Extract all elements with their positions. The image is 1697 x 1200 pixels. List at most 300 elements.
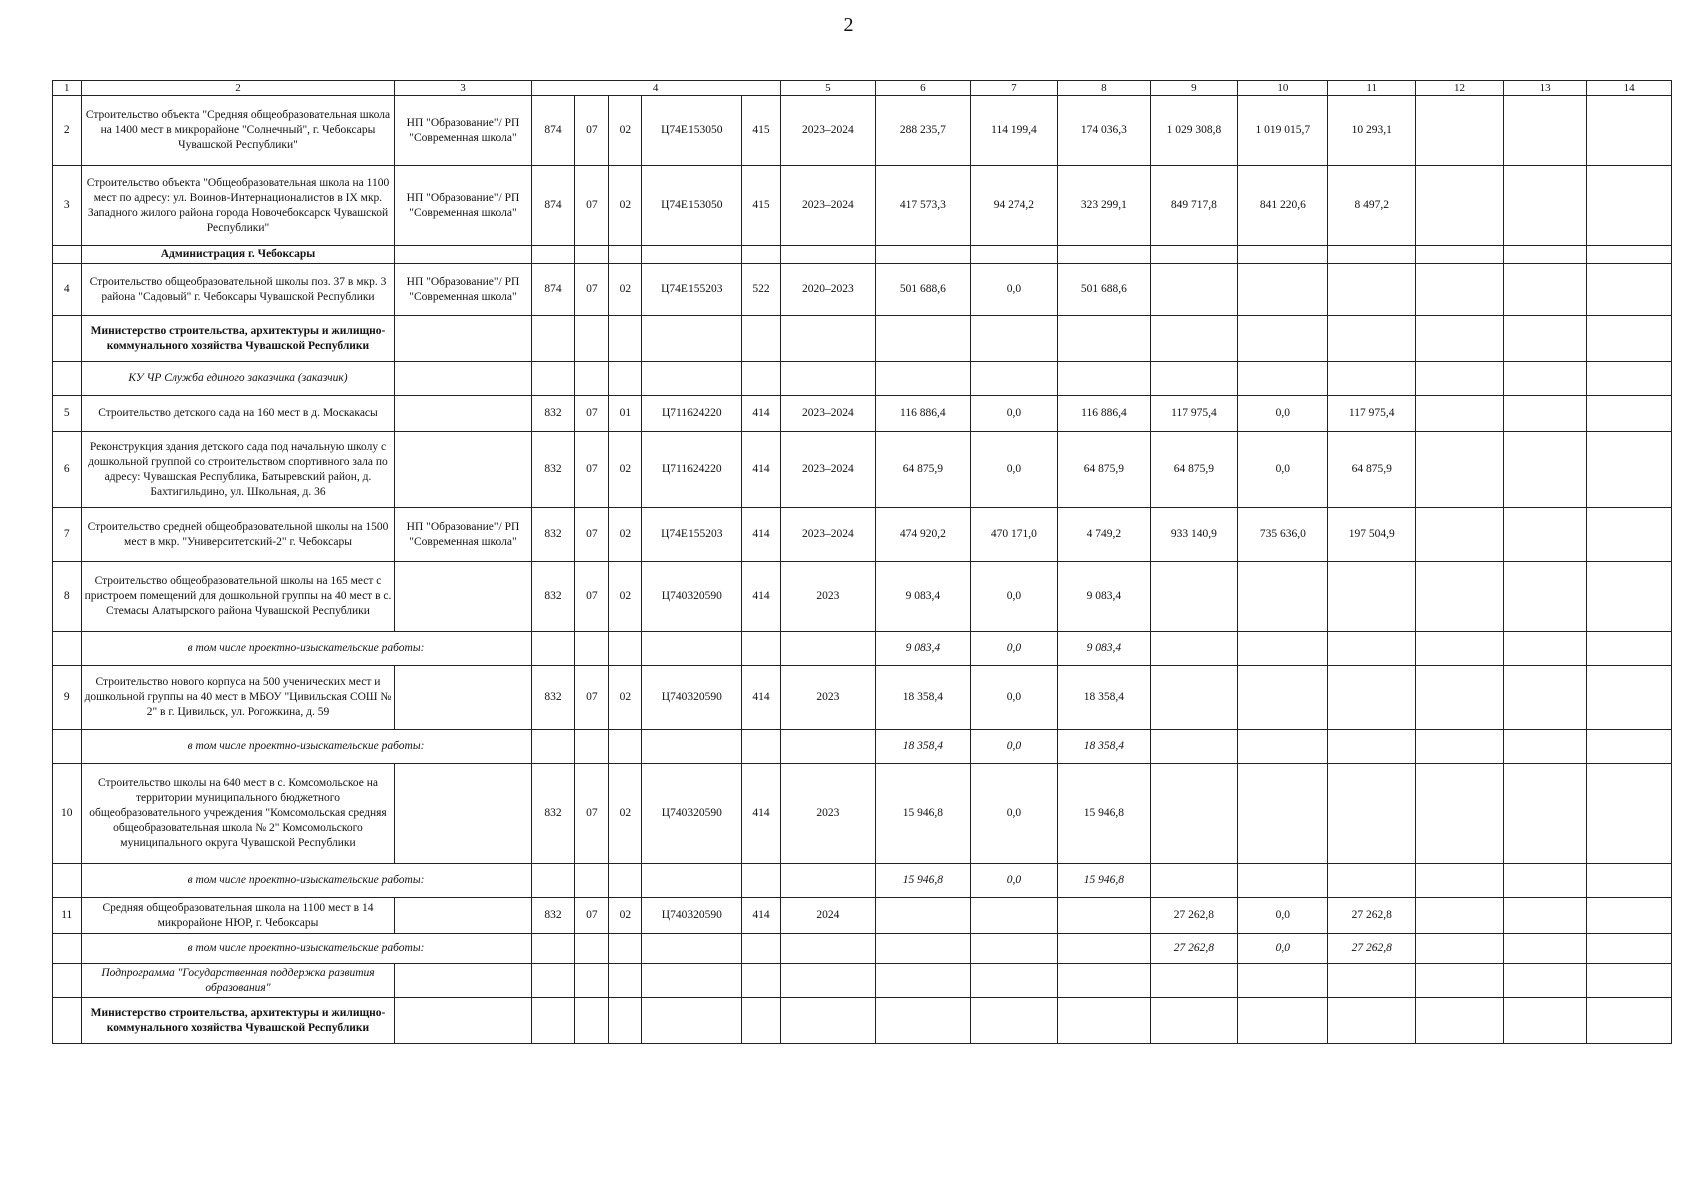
empty-cell	[970, 362, 1058, 396]
construction-period: 2023–2024	[780, 508, 875, 562]
amount-6: 417 573,3	[876, 166, 970, 246]
empty-cell	[642, 934, 742, 964]
empty-cell	[1416, 730, 1504, 764]
empty-cell	[1058, 316, 1150, 362]
amount-10: 735 636,0	[1238, 508, 1328, 562]
empty-cell	[1150, 998, 1238, 1044]
empty-cell	[1503, 964, 1586, 998]
empty-cell	[575, 316, 609, 362]
empty-cell	[876, 998, 970, 1044]
amount-13	[1503, 166, 1586, 246]
amount-8: 15 946,8	[1058, 764, 1150, 864]
empty-cell	[1587, 730, 1672, 764]
table-row	[53, 396, 1672, 432]
empty-cell	[531, 934, 575, 964]
empty-cell	[1503, 246, 1586, 264]
table-row	[53, 432, 1672, 508]
section-row	[53, 964, 1672, 998]
empty-cell	[780, 964, 875, 998]
row-number: 8	[53, 562, 82, 632]
empty-cell	[395, 246, 531, 264]
table-row	[53, 562, 1672, 632]
empty-cell	[642, 246, 742, 264]
empty-cell	[1150, 964, 1238, 998]
empty-cell	[642, 864, 742, 898]
amount-9: 27 262,8	[1150, 898, 1238, 934]
empty-cell	[609, 246, 642, 264]
subtotal-amount-6: 9 083,4	[876, 632, 970, 666]
amount-13	[1503, 432, 1586, 508]
amount-12	[1416, 898, 1504, 934]
empty-cell	[780, 632, 875, 666]
empty-cell	[1587, 362, 1672, 396]
amount-8: 174 036,3	[1058, 96, 1150, 166]
budget-code-section: 07	[575, 396, 609, 432]
amount-13	[1503, 666, 1586, 730]
budget-code-type: 414	[742, 432, 780, 508]
row-number: 7	[53, 508, 82, 562]
amount-14	[1587, 166, 1672, 246]
subtotal-amount-7: 0,0	[970, 864, 1058, 898]
subtotal-amount-10: 0,0	[1238, 934, 1328, 964]
empty-cell	[575, 362, 609, 396]
empty-cell	[395, 998, 531, 1044]
empty-cell	[531, 998, 575, 1044]
col-header-4: 4	[531, 81, 780, 96]
empty-cell	[876, 964, 970, 998]
empty-cell	[531, 316, 575, 362]
amount-12	[1416, 508, 1504, 562]
program-name	[395, 396, 531, 432]
amount-14	[1587, 508, 1672, 562]
empty-cell	[1416, 632, 1504, 666]
empty-cell	[876, 246, 970, 264]
empty-cell	[1416, 964, 1504, 998]
amount-9	[1150, 264, 1238, 316]
amount-11: 64 875,9	[1328, 432, 1416, 508]
subtotal-row	[53, 864, 1672, 898]
empty-cell	[1328, 964, 1416, 998]
budget-code-type: 415	[742, 96, 780, 166]
col-header-14: 14	[1587, 81, 1672, 96]
empty-cell	[742, 316, 780, 362]
table-row	[53, 96, 1672, 166]
subtotal-label: в том числе проектно-изыскательские работы:	[81, 632, 531, 666]
row-number: 9	[53, 666, 82, 730]
empty-cell	[575, 730, 609, 764]
program-name	[395, 562, 531, 632]
empty-cell	[742, 632, 780, 666]
empty-cell	[531, 964, 575, 998]
amount-7: 0,0	[970, 562, 1058, 632]
empty-cell	[1416, 998, 1504, 1044]
empty-cell	[1503, 362, 1586, 396]
amount-9	[1150, 764, 1238, 864]
subtotal-amount-9: 27 262,8	[1150, 934, 1238, 964]
empty-cell	[609, 864, 642, 898]
subtotal-amount-7	[970, 934, 1058, 964]
empty-cell	[1587, 998, 1672, 1044]
amount-10	[1238, 764, 1328, 864]
budget-code-type: 414	[742, 562, 780, 632]
budget-code-type: 414	[742, 898, 780, 934]
subtotal-amount-9	[1150, 864, 1238, 898]
empty-cell	[780, 362, 875, 396]
col-header-8: 8	[1058, 81, 1150, 96]
empty-cell	[780, 730, 875, 764]
budget-code-ministry: 832	[531, 666, 575, 730]
amount-9: 849 717,8	[1150, 166, 1238, 246]
col-header-6: 6	[876, 81, 970, 96]
empty-cell	[531, 362, 575, 396]
object-name: Средняя общеобразовательная школа на 1100 мест в 14 микрорайоне НЮР, г. Чебоксары	[81, 898, 395, 934]
budget-code-subsection: 01	[609, 396, 642, 432]
subtotal-amount-8	[1058, 934, 1150, 964]
budget-code-ministry: 832	[531, 562, 575, 632]
subtotal-amount-10	[1238, 864, 1328, 898]
construction-period: 2023–2024	[780, 96, 875, 166]
amount-7: 0,0	[970, 432, 1058, 508]
col-header-11: 11	[1328, 81, 1416, 96]
section-row	[53, 998, 1672, 1044]
budget-code-subsection: 02	[609, 508, 642, 562]
empty-cell	[642, 730, 742, 764]
subtotal-label: в том числе проектно-изыскательские работы:	[81, 934, 531, 964]
budget-code-section: 07	[575, 432, 609, 508]
row-number-empty	[53, 246, 82, 264]
empty-cell	[1587, 964, 1672, 998]
empty-cell	[1587, 246, 1672, 264]
amount-12	[1416, 764, 1504, 864]
budget-code-section: 07	[575, 96, 609, 166]
table-row	[53, 764, 1672, 864]
amount-8: 116 886,4	[1058, 396, 1150, 432]
table-row	[53, 898, 1672, 934]
budget-code-ministry: 874	[531, 96, 575, 166]
budget-code-ministry: 832	[531, 396, 575, 432]
program-name: НП "Образование"/ РП "Современная школа"	[395, 96, 531, 166]
construction-period: 2024	[780, 898, 875, 934]
amount-8: 501 688,6	[1058, 264, 1150, 316]
object-name: Строительство общеобразовательной школы на 165 мест с пристроем помещений для дошкольной группы на 40 мест в с. Стемасы Алатырского района Чувашской Республики	[81, 562, 395, 632]
amount-8: 64 875,9	[1058, 432, 1150, 508]
amount-6: 18 358,4	[876, 666, 970, 730]
empty-cell	[609, 998, 642, 1044]
empty-cell	[609, 964, 642, 998]
amount-11: 197 504,9	[1328, 508, 1416, 562]
program-name	[395, 898, 531, 934]
subtotal-amount-6: 15 946,8	[876, 864, 970, 898]
row-number-empty	[53, 730, 82, 764]
empty-cell	[1328, 362, 1416, 396]
amount-10: 841 220,6	[1238, 166, 1328, 246]
col-header-1: 1	[53, 81, 82, 96]
program-name: НП "Образование"/ РП "Современная школа"	[395, 508, 531, 562]
budget-code-type: 414	[742, 508, 780, 562]
empty-cell	[1058, 362, 1150, 396]
amount-6: 288 235,7	[876, 96, 970, 166]
table-row	[53, 264, 1672, 316]
object-name: Строительство объекта "Средняя общеобразовательная школа на 1400 мест в микрорайоне "Солнечный", г. Чебоксары Чувашской Республики"	[81, 96, 395, 166]
amount-8: 9 083,4	[1058, 562, 1150, 632]
amount-11	[1328, 562, 1416, 632]
amount-13	[1503, 96, 1586, 166]
construction-period: 2023	[780, 562, 875, 632]
empty-cell	[395, 316, 531, 362]
empty-cell	[609, 316, 642, 362]
page-number: 2	[843, 14, 854, 36]
subtotal-amount-11	[1328, 632, 1416, 666]
amount-11	[1328, 764, 1416, 864]
empty-cell	[575, 632, 609, 666]
amount-11: 117 975,4	[1328, 396, 1416, 432]
object-name: Строительство средней общеобразовательной школы на 1500 мест в мкр. "Университетский-2" г. Чебоксары	[81, 508, 395, 562]
subtotal-amount-9	[1150, 632, 1238, 666]
budget-code-target: Ц74Е153050	[642, 166, 742, 246]
amount-6: 116 886,4	[876, 396, 970, 432]
empty-cell	[531, 864, 575, 898]
subtotal-amount-9	[1150, 730, 1238, 764]
program-name: НП "Образование"/ РП "Современная школа"	[395, 264, 531, 316]
budget-code-target: Ц74Е155203	[642, 264, 742, 316]
col-header-9: 9	[1150, 81, 1238, 96]
table-row	[53, 166, 1672, 246]
budget-code-target: Ц740320590	[642, 562, 742, 632]
budget-code-subsection: 02	[609, 764, 642, 864]
amount-10	[1238, 666, 1328, 730]
col-header-3: 3	[395, 81, 531, 96]
subtotal-amount-11	[1328, 864, 1416, 898]
empty-cell	[742, 998, 780, 1044]
budget-code-type: 415	[742, 166, 780, 246]
row-number-empty	[53, 964, 82, 998]
empty-cell	[642, 998, 742, 1044]
subtotal-amount-10	[1238, 730, 1328, 764]
amount-9: 64 875,9	[1150, 432, 1238, 508]
amount-10: 0,0	[1238, 396, 1328, 432]
budget-code-ministry: 832	[531, 508, 575, 562]
construction-period: 2023–2024	[780, 166, 875, 246]
row-number: 6	[53, 432, 82, 508]
object-name: Строительство объекта "Общеобразовательная школа на 1100 мест по адресу: ул. Воинов-Интернационалистов в IX мкр. Западного жилого района города Новочебоксарск Чувашской Республики"	[81, 166, 395, 246]
empty-cell	[642, 632, 742, 666]
subtotal-amount-7: 0,0	[970, 730, 1058, 764]
amount-14	[1587, 96, 1672, 166]
section-title: Министерство строительства, архитектуры и жилищно-коммунального хозяйства Чувашской Республики	[81, 316, 395, 362]
object-name: Строительство детского сада на 160 мест в д. Москакасы	[81, 396, 395, 432]
amount-7: 0,0	[970, 666, 1058, 730]
empty-cell	[970, 316, 1058, 362]
program-name	[395, 666, 531, 730]
empty-cell	[609, 362, 642, 396]
program-name	[395, 764, 531, 864]
empty-cell	[1328, 316, 1416, 362]
amount-14	[1587, 666, 1672, 730]
amount-10	[1238, 264, 1328, 316]
budget-code-ministry: 832	[531, 764, 575, 864]
row-number-empty	[53, 934, 82, 964]
empty-cell	[742, 934, 780, 964]
amount-7: 94 274,2	[970, 166, 1058, 246]
amount-11	[1328, 666, 1416, 730]
empty-cell	[780, 864, 875, 898]
budget-code-target: Ц711624220	[642, 396, 742, 432]
program-name	[395, 432, 531, 508]
budget-code-ministry: 874	[531, 166, 575, 246]
amount-9: 933 140,9	[1150, 508, 1238, 562]
amount-7: 0,0	[970, 264, 1058, 316]
subtotal-row	[53, 632, 1672, 666]
subtotal-row	[53, 730, 1672, 764]
amount-6	[876, 898, 970, 934]
empty-cell	[642, 964, 742, 998]
subtotal-amount-6	[876, 934, 970, 964]
empty-cell	[1058, 964, 1150, 998]
empty-cell	[1328, 998, 1416, 1044]
empty-cell	[395, 362, 531, 396]
amount-14	[1587, 264, 1672, 316]
amount-14	[1587, 432, 1672, 508]
construction-period: 2023	[780, 666, 875, 730]
budget-code-target: Ц711624220	[642, 432, 742, 508]
construction-period: 2020–2023	[780, 264, 875, 316]
subtotal-label: в том числе проектно-изыскательские работы:	[81, 864, 531, 898]
empty-cell	[876, 316, 970, 362]
empty-cell	[1416, 864, 1504, 898]
budget-code-ministry: 874	[531, 264, 575, 316]
budget-code-section: 07	[575, 562, 609, 632]
empty-cell	[1503, 934, 1586, 964]
empty-cell	[742, 964, 780, 998]
row-number-empty	[53, 316, 82, 362]
empty-cell	[742, 246, 780, 264]
budget-code-type: 414	[742, 396, 780, 432]
budget-code-target: Ц74Е153050	[642, 96, 742, 166]
subtotal-row	[53, 934, 1672, 964]
empty-cell	[1150, 362, 1238, 396]
section-row	[53, 246, 1672, 264]
empty-cell	[395, 964, 531, 998]
empty-cell	[1150, 246, 1238, 264]
subtotal-amount-7: 0,0	[970, 632, 1058, 666]
budget-code-subsection: 02	[609, 666, 642, 730]
amount-11: 27 262,8	[1328, 898, 1416, 934]
amount-7: 114 199,4	[970, 96, 1058, 166]
empty-cell	[642, 362, 742, 396]
budget-code-target: Ц74Е155203	[642, 508, 742, 562]
budget-code-ministry: 832	[531, 432, 575, 508]
amount-8	[1058, 898, 1150, 934]
empty-cell	[1587, 864, 1672, 898]
row-number-empty	[53, 632, 82, 666]
construction-period: 2023–2024	[780, 396, 875, 432]
empty-cell	[1416, 362, 1504, 396]
subtotal-amount-8: 9 083,4	[1058, 632, 1150, 666]
budget-code-ministry: 832	[531, 898, 575, 934]
subtotal-amount-6: 18 358,4	[876, 730, 970, 764]
object-name: Строительство школы на 640 мест в с. Комсомольское на территории муниципального бюджетного общеобразовательного учреждения "Комсомольская средняя общеобразовательная школа № 2" Комсомольского муниципального округа Чувашской Республики	[81, 764, 395, 864]
row-number: 4	[53, 264, 82, 316]
empty-cell	[575, 934, 609, 964]
budget-code-target: Ц740320590	[642, 666, 742, 730]
empty-cell	[970, 998, 1058, 1044]
budget-code-type: 414	[742, 666, 780, 730]
empty-cell	[575, 864, 609, 898]
amount-9	[1150, 562, 1238, 632]
column-number-row	[53, 81, 1672, 96]
amount-10: 0,0	[1238, 898, 1328, 934]
amount-14	[1587, 562, 1672, 632]
empty-cell	[780, 934, 875, 964]
budget-code-subsection: 02	[609, 562, 642, 632]
row-number: 3	[53, 166, 82, 246]
subtotal-amount-11: 27 262,8	[1328, 934, 1416, 964]
empty-cell	[742, 362, 780, 396]
budget-code-section: 07	[575, 166, 609, 246]
budget-code-section: 07	[575, 508, 609, 562]
col-header-10: 10	[1238, 81, 1328, 96]
budget-code-type: 522	[742, 264, 780, 316]
amount-13	[1503, 396, 1586, 432]
empty-cell	[742, 864, 780, 898]
empty-cell	[742, 730, 780, 764]
empty-cell	[575, 246, 609, 264]
section-title: Подпрограмма "Государственная поддержка развития образования"	[81, 964, 395, 998]
budget-code-subsection: 02	[609, 432, 642, 508]
subtotal-label: в том числе проектно-изыскательские работы:	[81, 730, 531, 764]
empty-cell	[1587, 316, 1672, 362]
budget-code-section: 07	[575, 666, 609, 730]
budget-code-section: 07	[575, 898, 609, 934]
empty-cell	[609, 730, 642, 764]
amount-13	[1503, 562, 1586, 632]
construction-period: 2023	[780, 764, 875, 864]
amount-13	[1503, 898, 1586, 934]
empty-cell	[575, 964, 609, 998]
amount-14	[1587, 396, 1672, 432]
empty-cell	[1503, 864, 1586, 898]
amount-8: 18 358,4	[1058, 666, 1150, 730]
budget-table	[52, 80, 1672, 1044]
budget-code-subsection: 02	[609, 898, 642, 934]
amount-6: 501 688,6	[876, 264, 970, 316]
amount-11: 8 497,2	[1328, 166, 1416, 246]
amount-13	[1503, 764, 1586, 864]
col-header-13: 13	[1503, 81, 1586, 96]
amount-12	[1416, 562, 1504, 632]
empty-cell	[970, 964, 1058, 998]
amount-7: 0,0	[970, 396, 1058, 432]
empty-cell	[1587, 934, 1672, 964]
amount-13	[1503, 508, 1586, 562]
amount-14	[1587, 898, 1672, 934]
subtotal-amount-8: 18 358,4	[1058, 730, 1150, 764]
col-header-12: 12	[1416, 81, 1504, 96]
amount-6: 15 946,8	[876, 764, 970, 864]
empty-cell	[531, 730, 575, 764]
amount-11	[1328, 264, 1416, 316]
budget-code-section: 07	[575, 764, 609, 864]
amount-9: 117 975,4	[1150, 396, 1238, 432]
amount-6: 474 920,2	[876, 508, 970, 562]
row-number: 11	[53, 898, 82, 934]
empty-cell	[1238, 964, 1328, 998]
amount-8: 323 299,1	[1058, 166, 1150, 246]
amount-7	[970, 898, 1058, 934]
amount-8: 4 749,2	[1058, 508, 1150, 562]
empty-cell	[780, 246, 875, 264]
budget-code-subsection: 02	[609, 264, 642, 316]
